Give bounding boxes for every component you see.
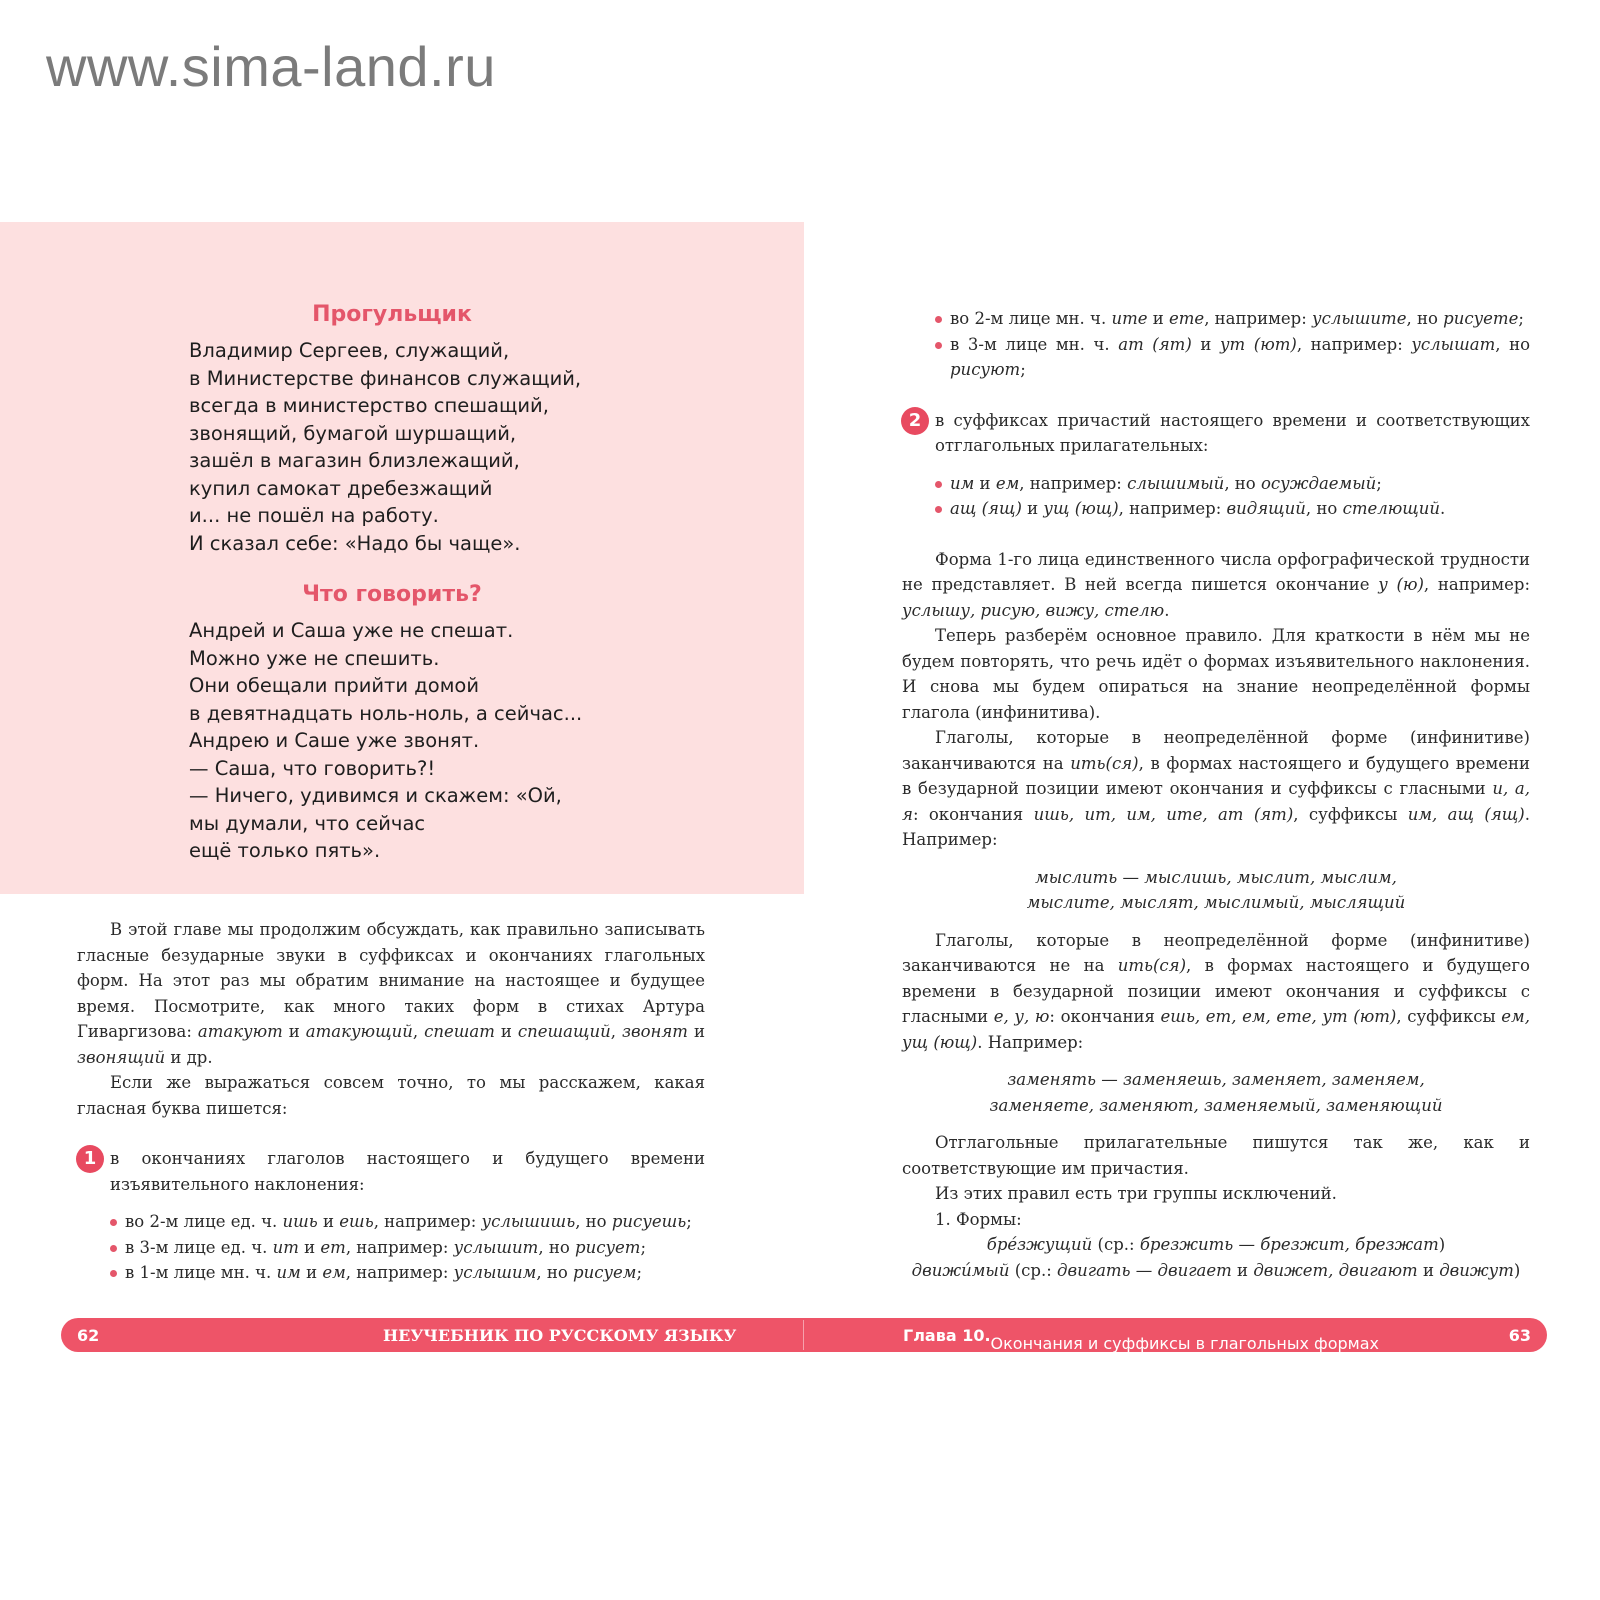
poem-line: Владимир Сергеев, служащий,: [189, 339, 510, 362]
poem2-title: Что говорить?: [302, 582, 482, 607]
poem1-lines: [189, 337, 581, 557]
poem-line: в девятнадцать ноль-ноль, а сейчас...: [189, 701, 583, 725]
poem-line: Можно уже не спешить.: [189, 646, 440, 670]
intro-paragraph: В этой главе мы продолжим обсуждать, как правильно записывать гласные безударные звуки в суффиксах и окончаниях глагольных форм. На этот раз мы обратим внимание на настоящее и будущее время. Посмотрите, как много таких форм в стихах Артура Гиваргизова: атакуют и атакующий, спешат и спешащий, звонят и звонящий и др.: [77, 920, 705, 1067]
book-title: НЕУЧЕБНИК ПО РУССКОМУ ЯЗЫКУ: [383, 1326, 737, 1345]
paragraph: Глаголы, которые в неопределённой форме (инфинитиве) заканчиваются не на ить(ся), в формах настоящего и будущего времени в безударной позиции имеют окончания и суффиксы с гласными е, у, ю: окончания ешь, ет, ем, ете, ут (ют), суффиксы ем, ущ (ющ). Например:: [902, 930, 1530, 1052]
poem1-title: Прогульщик: [312, 302, 472, 327]
bullet-item: в 1-м лице мн. ч. им и ем, например: услышим, но рисуем;: [110, 1260, 705, 1286]
poem-line: и... не пошёл на работу.: [189, 504, 439, 527]
page-number-right: 63: [1508, 1326, 1531, 1345]
example-line: заменяете, заменяют, заменяемый, заменяющий: [989, 1095, 1443, 1115]
bullet-item: ащ (ящ) и ущ (ющ), например: видящий, но стелющий.: [935, 496, 1530, 522]
bullet-item: во 2-м лице ед. ч. ишь и ешь, например: услышишь, но рисуешь;: [110, 1209, 705, 1235]
poem-line: — Ничего, удивимся и скажем: «Ой,: [189, 784, 562, 807]
example-line: мыслите, мыслят, мыслимый, мыслящий: [1026, 893, 1406, 912]
chapter-heading: Глава 10. Окончания и суффиксы в глагольных формах: [903, 1326, 1379, 1353]
right-column: [902, 306, 1530, 1283]
poem-line: купил самокат дребезжащий: [189, 476, 493, 500]
poem-line: ещё только пять».: [189, 839, 381, 862]
paragraph: Глаголы, которые в неопределённой форме (инфинитиве) заканчиваются на ить(ся), в формах настоящего и будущего времени в безударной позиции имеют окончания и суффиксы с гласными и, а, я: окончания ишь, ит, им, ите, ат (ят), суффиксы им, ащ (ящ). Например:: [902, 728, 1531, 849]
bullet-item: во 2-м лице мн. ч. ите и ете, например: услышите, но рисуете;: [935, 306, 1530, 332]
bullet-item: в 3-м лице ед. ч. ит и ет, например: услышит, но рисует;: [110, 1235, 705, 1261]
bullet-dot: [110, 1245, 117, 1252]
poem-box: [0, 222, 804, 894]
numbered-item-2: 2 в суффиксах причастий настоящего времени и соответствующих отглагольных прилагательных:: [902, 408, 1530, 459]
bullet-dot: [110, 1219, 117, 1226]
bullet-dot: [935, 506, 942, 513]
poem-line: Андрей и Саша уже не спешат.: [189, 619, 514, 642]
poem2-lines: [189, 617, 582, 865]
paragraph: Отглагольные прилагательные пишутся так же, как и соответствующие им причастия.: [902, 1133, 1530, 1178]
poem-line: звонящий, бумагой шуршащий,: [189, 421, 517, 445]
number-badge: 1: [76, 1145, 104, 1173]
exception-line: брéзжущий (ср.: брезжить — брезжит, брезжат): [986, 1235, 1446, 1254]
footer-bar: [61, 1318, 1547, 1352]
bullet-dot: [935, 316, 942, 323]
footer-divider: [803, 1320, 804, 1350]
left-column: [77, 917, 705, 1286]
poem-line: всегда в министерство спешащий,: [189, 394, 549, 417]
paragraph: Форма 1-го лица единственного числа орфографической трудности не представляет. В ней всегда пишется окончание у (ю), например: услышу, рисую, вижу, стелю.: [902, 549, 1531, 620]
paragraph: Если же выражаться совсем точно, то мы расскажем, какая гласная буква пишется:: [77, 1073, 705, 1118]
page-number-left: 62: [77, 1326, 100, 1345]
poem-line: Они обещали прийти домой: [189, 674, 480, 697]
bullet-item: им и ем, например: слышимый, но осуждаемый;: [935, 471, 1530, 497]
exception-line: движúмый (ср.: двигать — двигает и движет, двигают и движут): [911, 1260, 1521, 1280]
poem-line: И сказал себе: «Надо бы чаще».: [189, 531, 521, 555]
poem-line: мы думали, что сейчас: [189, 811, 426, 835]
bullet-dot: [935, 481, 942, 488]
poem-line: в Министерстве финансов служащий,: [189, 366, 582, 390]
bullet-item: в 3-м лице мн. ч. ат (ят) и ут (ют), например: услышат, но рисуют;: [935, 332, 1530, 383]
paragraph: Из этих правил есть три группы исключений.: [935, 1184, 1337, 1203]
paragraph: Теперь разберём основное правило. Для краткости в нём мы не будем повторять, что речь идёт о формах изъявительного наклонения. И снова мы будем опираться на знание неопределённой формы глагола (инфинитива).: [902, 626, 1530, 722]
example-line: мыслить — мыслишь, мыслит, мыслим,: [1035, 867, 1397, 887]
watermark: www.sima-land.ru: [46, 35, 496, 98]
bullet-dot: [935, 342, 942, 349]
numbered-item-1: 1 в окончаниях глаголов настоящего и будущего времени изъявительного наклонения:: [77, 1146, 705, 1197]
example-line: заменять — заменяешь, заменяет, заменяем,: [1007, 1070, 1425, 1089]
number-badge: 2: [901, 407, 929, 435]
poem-line: — Саша, что говорить?!: [189, 756, 436, 780]
paragraph: 1. Формы:: [935, 1209, 1022, 1229]
bullet-dot: [110, 1270, 117, 1277]
poem-line: Андрею и Саше уже звонят.: [189, 729, 480, 752]
poem-line: зашёл в магазин близлежащий,: [189, 449, 520, 472]
